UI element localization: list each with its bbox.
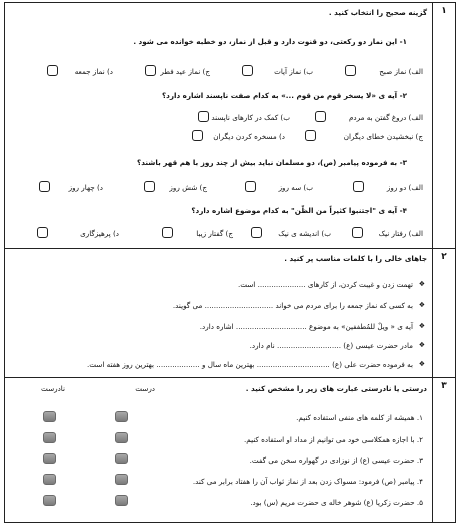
fill-blank-4: مادر حضرت عیسی (ع) ............................ نام دارد. bbox=[249, 341, 413, 350]
item-3-true-checkbox[interactable] bbox=[115, 453, 128, 464]
q2-option-c-checkbox[interactable] bbox=[305, 130, 316, 141]
item-2-true-checkbox[interactable] bbox=[115, 432, 128, 443]
item-1-false-checkbox[interactable] bbox=[43, 411, 56, 422]
section-2-instruction: جاهای خالی را با کلمات مناسب پر کنید . bbox=[284, 254, 427, 263]
q2-option-d: د) مسخره کردن دیگران bbox=[213, 132, 285, 141]
column-header-true: درست bbox=[135, 384, 155, 393]
item-5-true-checkbox[interactable] bbox=[115, 495, 128, 506]
question-3-text: ۳- به فرموده پیامبر (ص)، دو مسلمان نباید بیش از چند روز با هم قهر باشند؟ bbox=[137, 158, 407, 167]
q2-option-a: الف) دروغ گفتن به مردم bbox=[348, 113, 423, 122]
q3-option-a: الف) دو روز bbox=[386, 183, 423, 192]
bullet-icon: ❖ bbox=[418, 341, 425, 349]
q4-option-c-checkbox[interactable] bbox=[162, 227, 173, 238]
q1-option-c: ج) نماز عید فطر bbox=[160, 67, 210, 76]
bullet-icon: ❖ bbox=[418, 301, 425, 309]
item-3-false-checkbox[interactable] bbox=[43, 453, 56, 464]
section-divider bbox=[5, 248, 455, 249]
bullet-icon: ❖ bbox=[418, 322, 425, 330]
bullet-icon: ❖ bbox=[418, 360, 425, 368]
q4-option-c: ج) گفتار زیبا bbox=[196, 229, 233, 238]
section-divider bbox=[5, 377, 455, 378]
item-1-true-checkbox[interactable] bbox=[115, 411, 128, 422]
q2-option-b: ب) کمک در کارهای ناپسند bbox=[211, 113, 290, 122]
q1-option-d-checkbox[interactable] bbox=[47, 65, 58, 76]
q1-option-d: د) نماز جمعه bbox=[74, 67, 113, 76]
question-number-column bbox=[432, 3, 455, 522]
column-header-false: نادرست bbox=[41, 384, 65, 393]
q1-option-c-checkbox[interactable] bbox=[145, 65, 156, 76]
q4-option-d-checkbox[interactable] bbox=[37, 227, 48, 238]
q4-option-b-checkbox[interactable] bbox=[251, 227, 262, 238]
true-false-item-3: ۳. حضرت عیسی (ع) از نوزادی در گهواره سخن می گفت. bbox=[249, 456, 423, 465]
bullet-icon: ❖ bbox=[418, 280, 425, 288]
q2-option-a-checkbox[interactable] bbox=[315, 111, 326, 122]
q3-option-d: د) چهار روز bbox=[68, 183, 103, 192]
true-false-item-2: ۲. با اجازه همکلاسی خود می توانیم از مداد او استفاده کنیم. bbox=[244, 435, 423, 444]
q3-option-b-checkbox[interactable] bbox=[245, 181, 256, 192]
question-1-text: ۱- این نماز دو رکعتی، دو قنوت دارد و قبل از نماز، دو خطبه خوانده می شود . bbox=[133, 37, 407, 46]
section-3-number: ۳ bbox=[441, 381, 447, 391]
q4-option-d: د) پرهیزگاری bbox=[80, 229, 119, 238]
q3-option-b: ب) سه روز bbox=[278, 183, 313, 192]
q3-option-c: ج) شش روز bbox=[169, 183, 207, 192]
q1-option-a: الف) نماز صبح bbox=[379, 67, 423, 76]
item-4-false-checkbox[interactable] bbox=[43, 474, 56, 485]
q1-option-a-checkbox[interactable] bbox=[345, 65, 356, 76]
question-4-text: ۴- آیه ی "اجتنبوا کثیراً من الظّن" به کدام موضوع اشاره دارد؟ bbox=[191, 206, 407, 215]
section-1-instruction: گزینه صحیح را انتخاب کنید . bbox=[328, 8, 427, 17]
q1-option-b: ب) نماز آیات bbox=[274, 67, 313, 76]
q4-option-b: ب) اندیشه ی نیک bbox=[278, 229, 331, 238]
fill-blank-1: تهمت زدن و غیبت کردن، از کارهای ..................... است. bbox=[237, 280, 413, 289]
true-false-item-1: ۱. همیشه از کلمه های منفی استفاده کنیم. bbox=[296, 413, 423, 422]
fill-blank-3: آیه ی « ویلٌ للمُطففین» به موضوع ............................... اشاره دارد. bbox=[199, 322, 413, 331]
fill-blank-5: به فرموده حضرت علی (ع) ................................ بهترین ماه سال و ................... بهترین روز هفته است. bbox=[86, 360, 413, 369]
true-false-item-4: ۴. پیامبر (ص) فرمود: مسواک زدن بعد از نماز ثواب آن را هفتاد برابر می کند. bbox=[192, 477, 423, 486]
q2-option-d-checkbox[interactable] bbox=[192, 130, 203, 141]
item-2-false-checkbox[interactable] bbox=[43, 432, 56, 443]
section-1-number: ۱ bbox=[441, 6, 447, 16]
q2-option-b-checkbox[interactable] bbox=[198, 111, 209, 122]
true-false-item-5: ۵. حضرت زکریا (ع) شوهر خاله ی حضرت مریم (س) بود. bbox=[250, 498, 423, 507]
fill-blank-2: به کسی که نماز جمعه را برای مردم می خواند .............................. می گویند. bbox=[172, 301, 413, 310]
q2-option-c: ج) نبخشیدن خطای دیگران bbox=[343, 132, 423, 141]
q1-option-b-checkbox[interactable] bbox=[242, 65, 253, 76]
exam-sheet bbox=[4, 2, 456, 523]
section-3-instruction: درستی یا نادرستی عبارت های زیر را مشخص کنید . bbox=[245, 384, 427, 393]
question-2-text: ۲- آیه ی «لا یسخر قوم من قوم ...» به کدام صفت ناپسند اشاره دارد؟ bbox=[162, 91, 407, 100]
q4-option-a: الف) رفتار نیک bbox=[378, 229, 423, 238]
item-5-false-checkbox[interactable] bbox=[43, 495, 56, 506]
section-2-number: ۲ bbox=[441, 252, 447, 262]
q3-option-d-checkbox[interactable] bbox=[39, 181, 50, 192]
q4-option-a-checkbox[interactable] bbox=[352, 227, 363, 238]
item-4-true-checkbox[interactable] bbox=[115, 474, 128, 485]
q3-option-a-checkbox[interactable] bbox=[353, 181, 364, 192]
q3-option-c-checkbox[interactable] bbox=[144, 181, 155, 192]
